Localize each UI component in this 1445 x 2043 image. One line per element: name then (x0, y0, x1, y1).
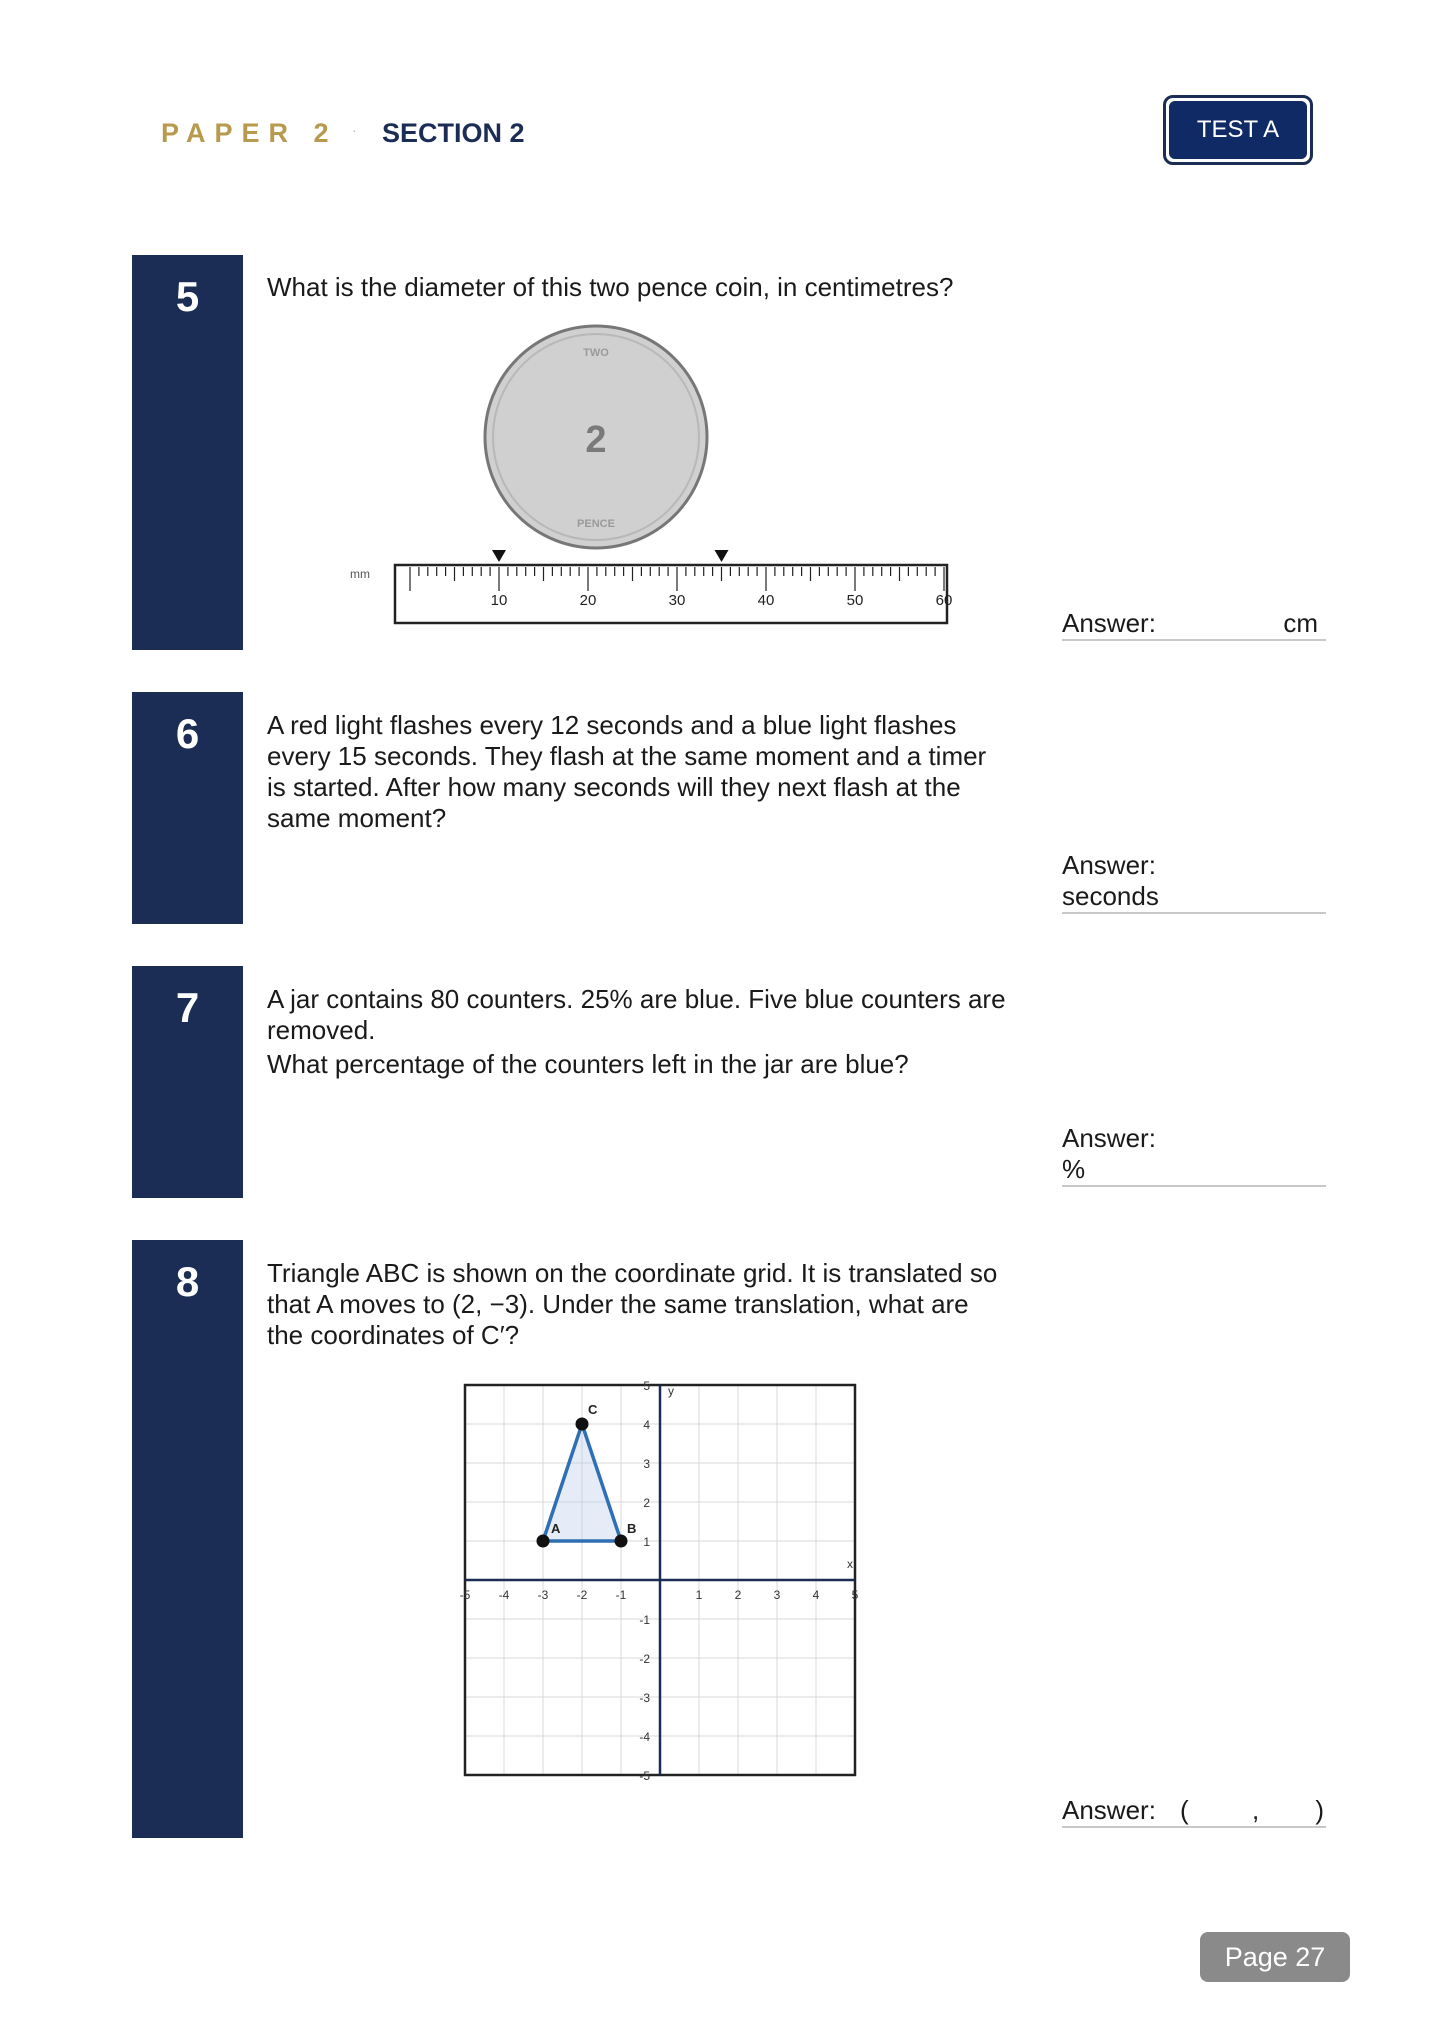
y-tick-label: 1 (643, 1535, 650, 1549)
question-6-line: A red light flashes every 12 seconds and a blue light flashes (267, 710, 957, 740)
question-6-line: same moment? (267, 803, 447, 833)
y-tick-label: -4 (639, 1730, 650, 1744)
y-tick-label: 4 (643, 1418, 650, 1432)
section-label: SECTION 2 (382, 118, 525, 148)
ruler-tick-label: 50 (846, 592, 864, 609)
two-pence-coin (485, 326, 707, 548)
answer-comma: , (1252, 1795, 1260, 1825)
vertex-point (576, 1418, 589, 1431)
y-tick-label: 3 (643, 1457, 650, 1471)
x-tick-label: -5 (459, 1588, 471, 1602)
ruler-tick-label: 60 (935, 592, 953, 609)
coin-top-text: TWO (583, 347, 609, 359)
y-tick-label: -3 (639, 1691, 650, 1705)
question-8-line: that A moves to (2, −3). Under the same translation, what are (267, 1289, 969, 1319)
ruler-unit-label: mm (350, 567, 370, 581)
y-tick-label: -1 (639, 1613, 650, 1627)
ruler-tick-label: 30 (668, 592, 686, 609)
test-badge-label: TEST A (1169, 101, 1307, 159)
coordinate-grid (440, 1375, 880, 1795)
y-tick-label: -2 (639, 1652, 650, 1666)
paper-label: PAPER 2 (161, 118, 338, 148)
question-6-answer-line (1062, 850, 1326, 914)
question-8-answer-line (1062, 1795, 1326, 1828)
answer-open-paren: ( (1180, 1795, 1189, 1825)
answer-label: Answer: (1062, 1795, 1156, 1825)
vertex-label: C (588, 1402, 598, 1417)
y-tick-label: -5 (639, 1769, 650, 1783)
ruler-tick-label: 40 (757, 592, 775, 609)
question-6-line: is started. After how many seconds will they next flash at the (267, 772, 961, 802)
question-7-line: A jar contains 80 counters. 25% are blue. Five blue counters are (267, 984, 1006, 1014)
answer-label: Answer: (1062, 850, 1156, 880)
vertex-point (615, 1535, 628, 1548)
x-tick-label: 4 (812, 1588, 820, 1602)
x-tick-label: -3 (537, 1588, 549, 1602)
x-tick-label: -1 (615, 1588, 627, 1602)
answer-label: Answer: (1062, 608, 1156, 638)
vertex-label: A (551, 1521, 561, 1536)
question-5-answer-line (1062, 608, 1326, 641)
page-number: Page 27 (1200, 1932, 1350, 1982)
vertex-label: B (627, 1521, 637, 1536)
y-tick-label: 5 (643, 1379, 650, 1393)
x-tick-label: 3 (773, 1588, 781, 1602)
question-8-text (267, 1258, 1047, 1351)
answer-unit: seconds (1062, 881, 1159, 911)
header-separator: · (352, 122, 357, 138)
question-number-7: 7 (132, 966, 243, 1198)
ruler-tick-label: 20 (579, 592, 597, 609)
x-tick-label: 1 (695, 1588, 703, 1602)
coin-ruler-figure (340, 320, 960, 630)
test-badge (1163, 95, 1313, 165)
question-7-line: What percentage of the counters left in the jar are blue? (267, 1049, 909, 1079)
answer-close-paren: ) (1315, 1795, 1324, 1825)
y-tick-label: 2 (643, 1496, 650, 1510)
question-number-8: 8 (132, 1240, 243, 1838)
x-tick-label: -4 (498, 1588, 510, 1602)
ruler-marker (715, 550, 729, 562)
grid-lines (465, 1385, 855, 1775)
y-axis-label: y (668, 1384, 674, 1398)
question-7-line: removed. (267, 1015, 376, 1045)
x-tick-label: 2 (734, 1588, 742, 1602)
x-axis-label: x (847, 1557, 853, 1571)
coin-bottom-text: PENCE (577, 518, 615, 530)
question-number-6: 6 (132, 692, 243, 924)
question-8-line: Triangle ABC is shown on the coordinate grid. It is translated so (267, 1258, 998, 1288)
vertex-point (537, 1535, 550, 1548)
question-6-text (267, 710, 1047, 834)
ruler-marker (492, 550, 506, 562)
x-tick-label: 5 (851, 1588, 859, 1602)
ruler-tick-label: 10 (490, 592, 508, 609)
answer-unit: cm (1283, 608, 1318, 638)
answer-label: Answer: (1062, 1123, 1156, 1153)
coin-value: 2 (585, 419, 607, 461)
question-7-answer-line (1062, 1123, 1326, 1187)
question-7-text (267, 984, 1047, 1080)
question-8-line: the coordinates of C′? (267, 1320, 520, 1350)
answer-unit: % (1062, 1154, 1086, 1184)
question-number-5: 5 (132, 255, 243, 650)
x-tick-label: -2 (576, 1588, 588, 1602)
question-5-text: What is the diameter of this two pence coin, in centimetres? (267, 272, 954, 302)
question-6-line: every 15 seconds. They flash at the same moment and a timer (267, 741, 987, 771)
